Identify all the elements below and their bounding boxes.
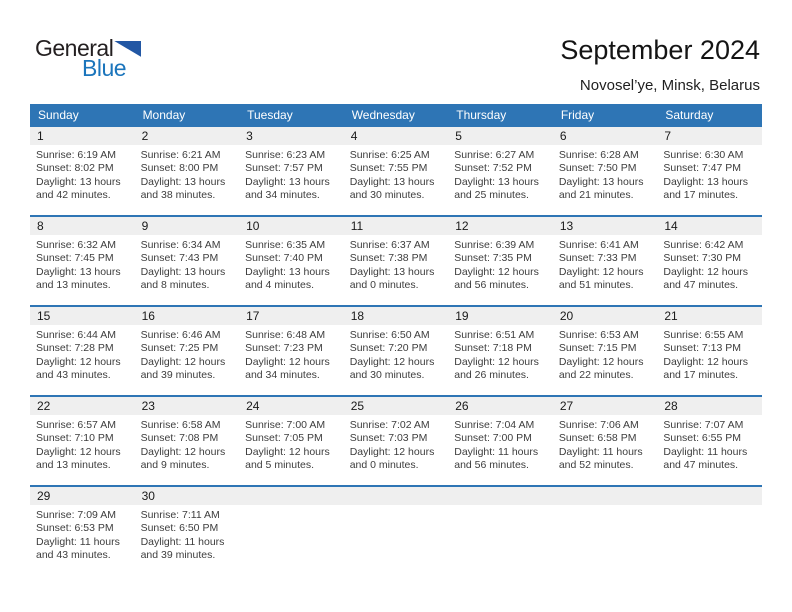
calendar-day-cell	[30, 127, 135, 216]
sunrise-text: Sunrise: 6:34 AM	[140, 239, 221, 251]
week-row	[30, 306, 762, 396]
daylight-text: Daylight: 12 hours and 22 minutes.	[558, 355, 644, 382]
sunrise-text: Sunrise: 6:55 AM	[663, 329, 744, 341]
week-row	[30, 127, 762, 216]
daylight-text: Daylight: 11 hours and 39 minutes.	[140, 535, 225, 562]
day-number: 7	[657, 127, 762, 145]
calendar-day-cell	[239, 127, 344, 216]
daylight-text: Daylight: 13 hours and 0 minutes.	[349, 265, 435, 292]
logo-text-blue: Blue	[82, 55, 127, 81]
calendar-day-cell	[30, 486, 135, 575]
calendar-empty-cell	[344, 486, 449, 575]
logo-text-general: General	[35, 35, 114, 61]
day-number: 12	[448, 217, 553, 235]
daylight-text: Daylight: 11 hours and 47 minutes.	[663, 445, 748, 472]
day-number: 10	[239, 217, 344, 235]
calendar-body	[30, 127, 762, 575]
daylight-text: Daylight: 13 hours and 42 minutes.	[36, 175, 121, 202]
daylight-text: Daylight: 11 hours and 52 minutes.	[558, 445, 643, 472]
sunset-text: Sunset: 6:55 PM	[663, 432, 742, 445]
sunrise-text: Sunrise: 6:32 AM	[36, 239, 116, 251]
sunrise-text: Sunrise: 7:04 AM	[454, 419, 535, 431]
sunrise-text: Sunrise: 7:06 AM	[558, 419, 639, 431]
title-block	[560, 36, 760, 94]
calendar-day-cell	[448, 216, 553, 306]
sunrise-text: Sunrise: 7:11 AM	[140, 509, 220, 521]
calendar-day-cell	[239, 216, 344, 306]
general-blue-logo	[35, 37, 141, 80]
weekday-header-thursday: Thursday	[448, 104, 553, 127]
calendar-day-cell	[30, 216, 135, 306]
daylight-text: Daylight: 13 hours and 21 minutes.	[558, 175, 644, 202]
sunset-text: Sunset: 7:30 PM	[663, 252, 742, 265]
day-number: 29	[30, 487, 135, 505]
sunset-text: Sunset: 7:20 PM	[349, 342, 428, 355]
calendar-day-cell	[553, 306, 658, 396]
sunset-text: Sunset: 7:57 PM	[245, 162, 323, 175]
sunset-text: Sunset: 7:33 PM	[558, 252, 637, 265]
calendar-day-cell	[553, 396, 658, 486]
calendar-day-cell	[239, 396, 344, 486]
sunrise-text: Sunrise: 6:48 AM	[245, 329, 326, 341]
weekday-header-monday: Monday	[135, 104, 240, 127]
day-number: 11	[344, 217, 449, 235]
day-number: 14	[657, 217, 762, 235]
day-number	[657, 487, 762, 505]
calendar-day-cell	[30, 306, 135, 396]
day-number: 13	[553, 217, 658, 235]
day-number	[553, 487, 658, 505]
sunrise-text: Sunrise: 6:37 AM	[349, 239, 430, 251]
day-number: 22	[30, 397, 135, 415]
daylight-text: Daylight: 13 hours and 38 minutes.	[140, 175, 226, 202]
sunrise-text: Sunrise: 6:44 AM	[36, 329, 116, 341]
sunrise-text: Sunrise: 6:57 AM	[36, 419, 116, 431]
calendar-empty-cell	[657, 486, 762, 575]
sunset-text: Sunset: 7:43 PM	[140, 252, 219, 265]
day-number: 26	[448, 397, 553, 415]
sunrise-text: Sunrise: 6:46 AM	[140, 329, 221, 341]
day-number: 2	[135, 127, 240, 145]
sunset-text: Sunset: 6:58 PM	[558, 432, 637, 445]
sunset-text: Sunset: 7:15 PM	[558, 342, 637, 355]
daylight-text: Daylight: 12 hours and 17 minutes.	[663, 355, 749, 382]
calendar-day-cell	[553, 216, 658, 306]
daylight-text: Daylight: 13 hours and 25 minutes.	[454, 175, 539, 202]
daylight-text: Daylight: 12 hours and 47 minutes.	[663, 265, 749, 292]
calendar-day-cell	[344, 396, 449, 486]
day-number: 25	[344, 397, 449, 415]
sunset-text: Sunset: 7:23 PM	[245, 342, 323, 355]
day-number: 9	[135, 217, 240, 235]
calendar-day-cell	[135, 216, 240, 306]
weekday-header-tuesday: Tuesday	[239, 104, 344, 127]
day-number: 1	[30, 127, 135, 145]
day-number: 15	[30, 307, 135, 325]
calendar-day-cell	[30, 396, 135, 486]
daylight-text: Daylight: 13 hours and 17 minutes.	[663, 175, 749, 202]
calendar-day-cell	[135, 396, 240, 486]
calendar-day-cell	[344, 306, 449, 396]
sunrise-text: Sunrise: 6:51 AM	[454, 329, 535, 341]
sunrise-text: Sunrise: 7:09 AM	[36, 509, 116, 521]
daylight-text: Daylight: 12 hours and 34 minutes.	[245, 355, 330, 382]
calendar-empty-cell	[448, 486, 553, 575]
sunrise-text: Sunrise: 7:02 AM	[349, 419, 430, 431]
weekday-header-friday: Friday	[553, 104, 658, 127]
day-number	[448, 487, 553, 505]
sunset-text: Sunset: 8:02 PM	[36, 162, 114, 175]
day-number: 4	[344, 127, 449, 145]
calendar-day-cell	[553, 127, 658, 216]
daylight-text: Daylight: 12 hours and 26 minutes.	[454, 355, 539, 382]
sunrise-text: Sunrise: 6:35 AM	[245, 239, 326, 251]
sunrise-text: Sunrise: 6:19 AM	[36, 149, 116, 161]
day-number: 3	[239, 127, 344, 145]
calendar-day-cell	[657, 306, 762, 396]
sunset-text: Sunset: 7:45 PM	[36, 252, 114, 265]
sunset-text: Sunset: 7:55 PM	[349, 162, 428, 175]
week-row	[30, 486, 762, 575]
day-number: 24	[239, 397, 344, 415]
sunrise-text: Sunrise: 6:58 AM	[140, 419, 221, 431]
calendar-day-cell	[344, 127, 449, 216]
page-header	[0, 0, 792, 104]
calendar-day-cell	[448, 396, 553, 486]
calendar-day-cell	[657, 127, 762, 216]
weekday-header-saturday: Saturday	[657, 104, 762, 127]
daylight-text: Daylight: 12 hours and 51 minutes.	[558, 265, 644, 292]
calendar-empty-cell	[553, 486, 658, 575]
sunrise-text: Sunrise: 6:30 AM	[663, 149, 744, 161]
week-row	[30, 396, 762, 486]
daylight-text: Daylight: 12 hours and 43 minutes.	[36, 355, 121, 382]
calendar-day-cell	[448, 127, 553, 216]
daylight-text: Daylight: 13 hours and 34 minutes.	[245, 175, 330, 202]
sunset-text: Sunset: 7:28 PM	[36, 342, 114, 355]
day-number: 23	[135, 397, 240, 415]
calendar-container	[30, 104, 762, 575]
day-number: 19	[448, 307, 553, 325]
sunset-text: Sunset: 8:00 PM	[140, 162, 219, 175]
sunrise-text: Sunrise: 6:21 AM	[140, 149, 221, 161]
sunset-text: Sunset: 7:40 PM	[245, 252, 323, 265]
sunrise-text: Sunrise: 6:23 AM	[245, 149, 326, 161]
sunset-text: Sunset: 7:10 PM	[36, 432, 114, 445]
weekday-header-sunday: Sunday	[30, 104, 135, 127]
daylight-text: Daylight: 13 hours and 13 minutes.	[36, 265, 121, 292]
sunset-text: Sunset: 7:35 PM	[454, 252, 532, 265]
sunset-text: Sunset: 7:00 PM	[454, 432, 532, 445]
calendar-day-cell	[657, 216, 762, 306]
sunset-text: Sunset: 7:05 PM	[245, 432, 323, 445]
daylight-text: Daylight: 12 hours and 0 minutes.	[349, 445, 435, 472]
sunrise-text: Sunrise: 6:27 AM	[454, 149, 535, 161]
day-number: 16	[135, 307, 240, 325]
calendar-day-cell	[135, 486, 240, 575]
calendar-day-cell	[239, 306, 344, 396]
daylight-text: Daylight: 12 hours and 30 minutes.	[349, 355, 435, 382]
daylight-text: Daylight: 12 hours and 5 minutes.	[245, 445, 330, 472]
sunset-text: Sunset: 7:52 PM	[454, 162, 532, 175]
sunset-text: Sunset: 6:53 PM	[36, 522, 114, 535]
calendar-day-cell	[344, 216, 449, 306]
weekday-header-row	[30, 104, 762, 127]
calendar-table	[30, 104, 762, 575]
calendar-day-cell	[135, 127, 240, 216]
sunrise-text: Sunrise: 6:25 AM	[349, 149, 430, 161]
sunset-text: Sunset: 6:50 PM	[140, 522, 219, 535]
day-number	[239, 487, 344, 505]
daylight-text: Daylight: 11 hours and 43 minutes.	[36, 535, 120, 562]
day-number: 5	[448, 127, 553, 145]
daylight-text: Daylight: 12 hours and 13 minutes.	[36, 445, 121, 472]
daylight-text: Daylight: 13 hours and 4 minutes.	[245, 265, 330, 292]
day-number: 17	[239, 307, 344, 325]
sunset-text: Sunset: 7:08 PM	[140, 432, 219, 445]
day-number: 21	[657, 307, 762, 325]
sunrise-text: Sunrise: 7:00 AM	[245, 419, 326, 431]
sunset-text: Sunset: 7:18 PM	[454, 342, 532, 355]
day-number: 30	[135, 487, 240, 505]
daylight-text: Daylight: 12 hours and 56 minutes.	[454, 265, 539, 292]
page-subtitle: Novosel’ye, Minsk, Belarus	[579, 76, 760, 94]
sunrise-text: Sunrise: 6:41 AM	[558, 239, 639, 251]
calendar-day-cell	[135, 306, 240, 396]
page-title: September 2024	[560, 35, 760, 65]
calendar-empty-cell	[239, 486, 344, 575]
day-number: 20	[553, 307, 658, 325]
sunrise-text: Sunrise: 6:42 AM	[663, 239, 744, 251]
day-number: 27	[553, 397, 658, 415]
sunrise-text: Sunrise: 6:50 AM	[349, 329, 430, 341]
sunset-text: Sunset: 7:13 PM	[663, 342, 742, 355]
daylight-text: Daylight: 13 hours and 30 minutes.	[349, 175, 435, 202]
day-number	[344, 487, 449, 505]
sunset-text: Sunset: 7:50 PM	[558, 162, 637, 175]
day-number: 8	[30, 217, 135, 235]
sunrise-text: Sunrise: 6:53 AM	[558, 329, 639, 341]
weekday-header-wednesday: Wednesday	[344, 104, 449, 127]
calendar-day-cell	[657, 396, 762, 486]
sunrise-text: Sunrise: 6:28 AM	[558, 149, 639, 161]
calendar-header	[30, 104, 762, 127]
sunrise-text: Sunrise: 7:07 AM	[663, 419, 744, 431]
daylight-text: Daylight: 13 hours and 8 minutes.	[140, 265, 226, 292]
daylight-text: Daylight: 12 hours and 39 minutes.	[140, 355, 226, 382]
day-number: 18	[344, 307, 449, 325]
day-number: 28	[657, 397, 762, 415]
day-number: 6	[553, 127, 658, 145]
sunrise-text: Sunrise: 6:39 AM	[454, 239, 535, 251]
calendar-day-cell	[448, 306, 553, 396]
daylight-text: Daylight: 12 hours and 9 minutes.	[140, 445, 226, 472]
sunset-text: Sunset: 7:38 PM	[349, 252, 428, 265]
sunset-text: Sunset: 7:03 PM	[349, 432, 428, 445]
sunset-text: Sunset: 7:47 PM	[663, 162, 742, 175]
sunset-text: Sunset: 7:25 PM	[140, 342, 219, 355]
week-row	[30, 216, 762, 306]
daylight-text: Daylight: 11 hours and 56 minutes.	[454, 445, 539, 472]
